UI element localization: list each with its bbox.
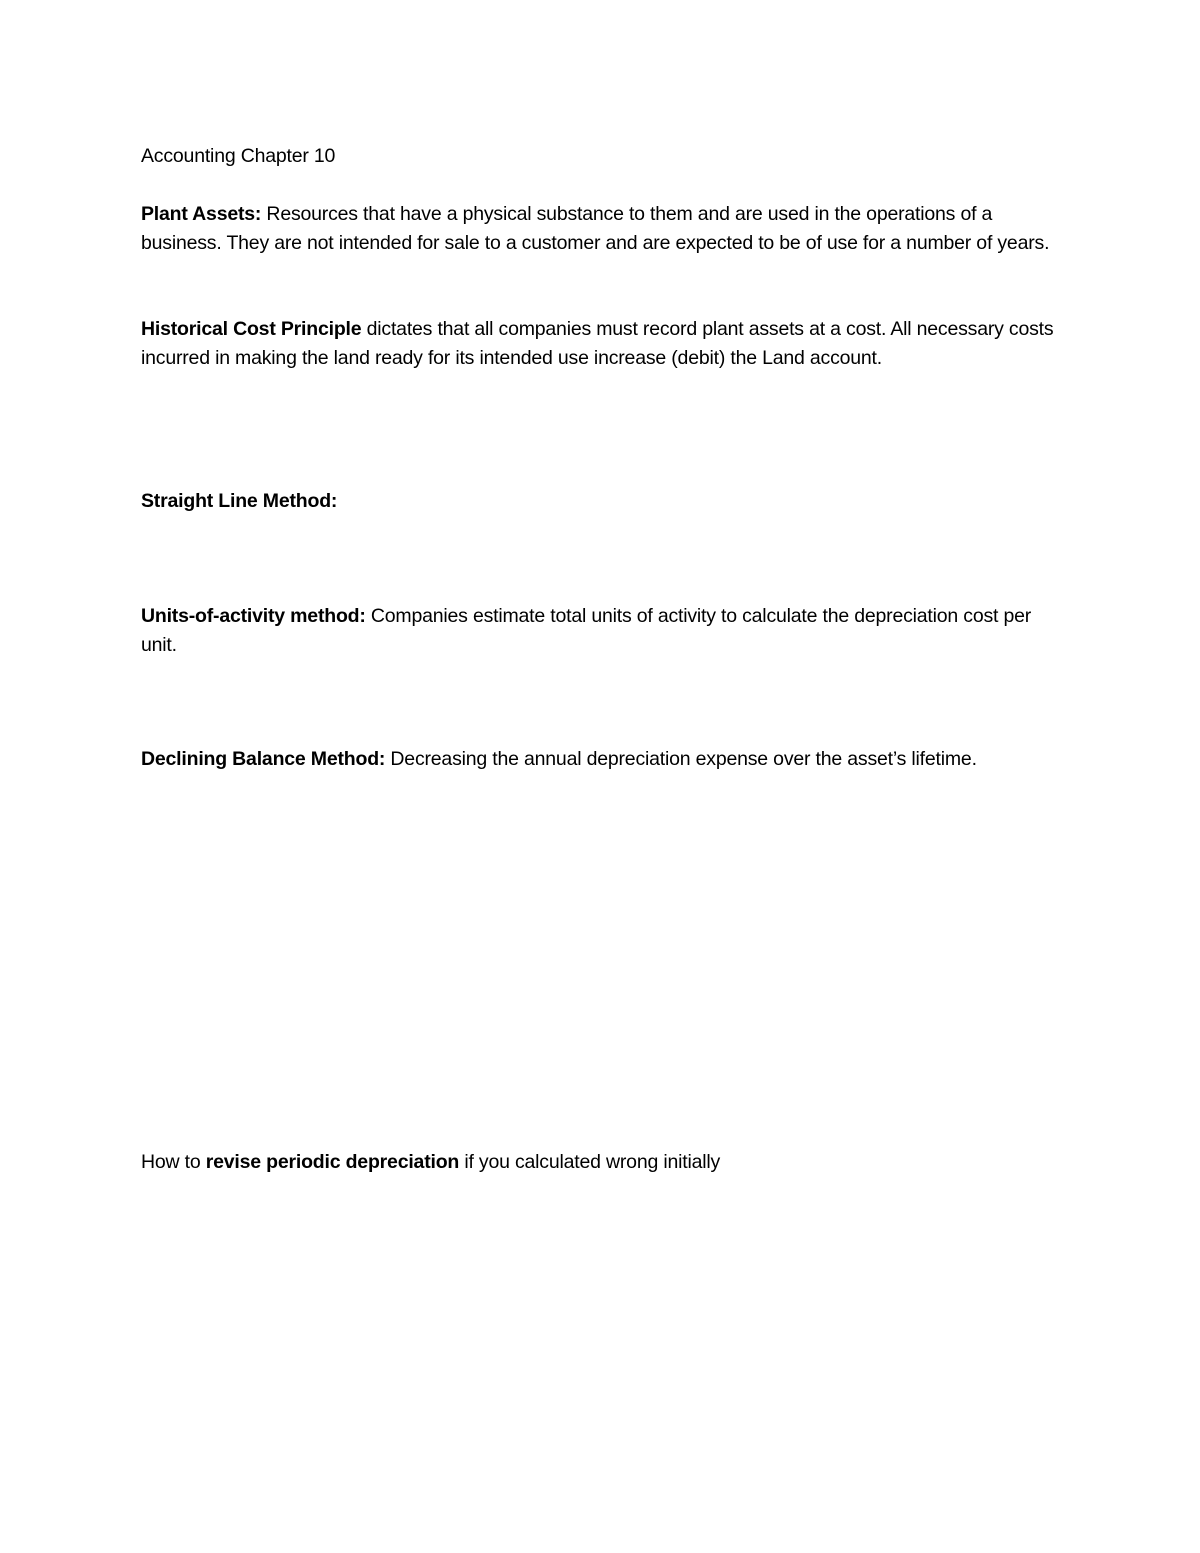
revise-depreciation-paragraph (141, 1148, 1071, 1177)
revise-prefix: How to (141, 1151, 206, 1173)
plant-assets-term: Plant Assets: (141, 203, 262, 225)
declining-balance-paragraph (141, 745, 1071, 774)
revise-term: revise periodic depreciation (205, 1151, 460, 1173)
units-of-activity-paragraph (141, 602, 1071, 660)
document-title (141, 142, 1071, 171)
straight-line-term: Straight Line Method: (141, 490, 338, 512)
declining-balance-definition: Decreasing the annual depreciation expense over the asset’s lifetime. (385, 748, 977, 770)
declining-balance-term: Declining Balance Method: (141, 748, 386, 770)
historical-cost-term: Historical Cost Principle (141, 318, 362, 340)
units-of-activity-term: Units-of-activity method: (141, 605, 366, 627)
straight-line-paragraph (141, 487, 1071, 516)
plant-assets-definition: Resources that have a physical substance to them and are used in the operations of a business. They are not intended for sale to a customer and are expected to be of use for a number of years. (141, 203, 1050, 254)
plant-assets-paragraph (141, 200, 1071, 258)
historical-cost-paragraph (141, 315, 1071, 373)
units-of-activity-definition: Companies estimate total units of activity to calculate the depreciation cost per unit. (141, 605, 1032, 656)
historical-cost-definition: dictates that all companies must record plant assets at a cost. All necessary costs incurred in making the land ready for its intended use increase (debit) the Land account. (141, 318, 1054, 369)
revise-suffix: if you calculated wrong initially (459, 1151, 721, 1173)
title-text: Accounting Chapter 10 (141, 145, 336, 167)
